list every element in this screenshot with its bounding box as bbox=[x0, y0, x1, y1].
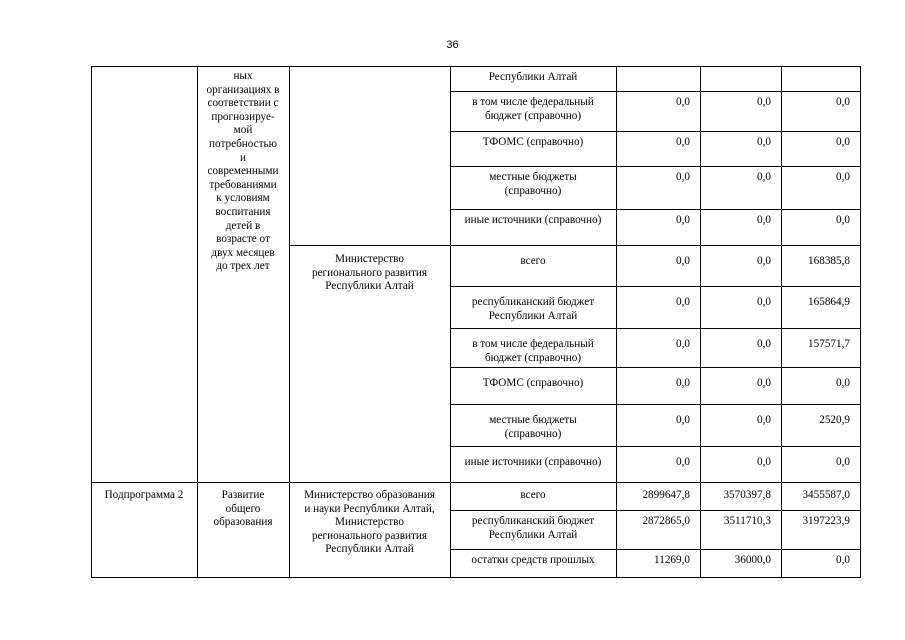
amount-year-1: 0,0 bbox=[676, 414, 690, 426]
amount-year-3: 0,0 bbox=[836, 554, 850, 566]
column-divider bbox=[289, 66, 290, 578]
amount-year-3: 0,0 bbox=[836, 171, 850, 183]
funding-source: всего bbox=[520, 489, 546, 501]
amount-year-2: 0,0 bbox=[757, 296, 771, 308]
amount-year-1: 2899647,8 bbox=[642, 489, 690, 501]
event-name-line: соответствии с bbox=[207, 97, 279, 110]
table-border-right bbox=[860, 66, 861, 578]
funding-source: иные источники (справочно) bbox=[464, 214, 602, 226]
funding-source: местные бюджеты bbox=[489, 171, 577, 183]
amount-year-1: 0,0 bbox=[676, 456, 690, 468]
amount-year-2: 0,0 bbox=[757, 338, 771, 350]
event-name-line: ных bbox=[233, 70, 253, 82]
row-divider bbox=[450, 166, 861, 167]
funding-source: республиканский бюджет bbox=[471, 296, 595, 308]
row-divider bbox=[450, 286, 861, 287]
funding-source: (справочно) bbox=[504, 184, 562, 197]
amount-year-2: 3511710,3 bbox=[723, 515, 771, 527]
amount-year-2: 0,0 bbox=[757, 377, 771, 389]
funding-source: бюджет (справочно) bbox=[484, 351, 582, 364]
event-name-line: двух месяцев bbox=[211, 246, 275, 259]
event-name-line: потребностью bbox=[209, 138, 277, 150]
subprogram-label: Подпрограмма 2 bbox=[104, 489, 184, 501]
event-name-line: возрасте от bbox=[216, 233, 270, 246]
amount-year-3: 0,0 bbox=[836, 456, 850, 468]
funding-source: остатки средств прошлых bbox=[471, 554, 595, 566]
amount-year-1: 0,0 bbox=[676, 171, 690, 183]
amount-year-2: 0,0 bbox=[757, 456, 771, 468]
event-name-line: прогнозируе- bbox=[211, 110, 275, 123]
amount-year-3: 3197223,9 bbox=[802, 515, 850, 527]
row-divider bbox=[450, 510, 861, 511]
event-name-line: воспитания bbox=[215, 206, 271, 218]
row-divider bbox=[450, 131, 861, 132]
amount-year-2: 0,0 bbox=[757, 414, 771, 426]
row-divider bbox=[450, 446, 861, 447]
column-divider bbox=[197, 66, 198, 578]
amount-year-3: 157571,7 bbox=[808, 338, 850, 350]
amount-year-1: 0,0 bbox=[676, 338, 690, 350]
amount-year-3: 0,0 bbox=[836, 214, 850, 226]
event-name-line: Развитие bbox=[221, 489, 265, 501]
funding-source: ТФОМС (справочно) bbox=[482, 136, 584, 148]
event-name-line: мой bbox=[233, 124, 253, 137]
amount-year-1: 0,0 bbox=[676, 377, 690, 389]
table-border-top bbox=[91, 66, 861, 67]
amount-year-1: 11269,0 bbox=[654, 554, 690, 566]
amount-year-1: 0,0 bbox=[676, 296, 690, 308]
executor-name: Республики Алтай bbox=[325, 543, 414, 556]
row-divider bbox=[450, 91, 861, 92]
table-border-left bbox=[91, 66, 92, 578]
row-divider bbox=[450, 404, 861, 405]
event-name-line: до трех лет bbox=[216, 260, 270, 273]
amount-year-2: 0,0 bbox=[757, 171, 771, 183]
event-name-line: современными bbox=[207, 165, 279, 178]
amount-year-2: 0,0 bbox=[757, 214, 771, 226]
funding-source: всего bbox=[520, 255, 546, 267]
amount-year-1: 0,0 bbox=[676, 214, 690, 226]
executor-name: регионального развития bbox=[311, 266, 428, 279]
amount-year-3: 3455587,0 bbox=[802, 489, 850, 501]
executor-name: Министерство bbox=[335, 253, 404, 265]
event-name-line: детей в bbox=[225, 219, 261, 232]
row-divider bbox=[289, 245, 861, 246]
amount-year-2: 0,0 bbox=[757, 255, 771, 267]
event-name-line: требованиями bbox=[209, 178, 277, 191]
amount-year-2: 0,0 bbox=[757, 96, 771, 108]
funding-source: Республики Алтай bbox=[488, 71, 578, 83]
amount-year-2: 3570397,8 bbox=[723, 489, 771, 501]
row-divider bbox=[450, 209, 861, 210]
funding-source: в том числе федеральный bbox=[472, 96, 594, 108]
amount-year-1: 0,0 bbox=[676, 255, 690, 267]
row-divider bbox=[450, 549, 861, 550]
executor-name: и науки Республики Алтай, bbox=[304, 502, 435, 515]
funding-source: Республики Алтай bbox=[488, 309, 578, 322]
executor-name: регионального развития bbox=[311, 529, 428, 542]
amount-year-3: 2520,9 bbox=[819, 414, 850, 426]
executor-name: Министерство образования bbox=[304, 489, 435, 501]
amount-year-3: 0,0 bbox=[836, 136, 850, 148]
row-divider bbox=[450, 328, 861, 329]
amount-year-2: 0,0 bbox=[757, 136, 771, 148]
funding-source: местные бюджеты bbox=[489, 414, 577, 426]
column-divider bbox=[450, 66, 451, 578]
amount-year-3: 165864,9 bbox=[808, 296, 850, 308]
funding-source: ТФОМС (справочно) bbox=[482, 377, 584, 389]
amount-year-1: 0,0 bbox=[676, 96, 690, 108]
row-divider bbox=[91, 482, 861, 483]
page-number: 36 bbox=[446, 39, 459, 51]
executor-name: Республики Алтай bbox=[325, 280, 414, 293]
event-name-line: общего bbox=[225, 502, 261, 515]
funding-source: в том числе федеральный bbox=[472, 338, 594, 350]
funding-source: республиканский бюджет bbox=[471, 515, 595, 527]
funding-source: иные источники (справочно) bbox=[464, 456, 602, 468]
funding-source: бюджет (справочно) bbox=[484, 109, 582, 122]
funding-source: Республики Алтай bbox=[488, 528, 578, 541]
amount-year-1: 2872865,0 bbox=[642, 515, 690, 527]
row-divider bbox=[450, 367, 861, 368]
funding-source: (справочно) bbox=[504, 427, 562, 440]
amount-year-2: 36000,0 bbox=[734, 554, 771, 566]
event-name-line: к условиям bbox=[216, 192, 270, 205]
event-name-line: образования bbox=[213, 516, 273, 529]
event-name-line: и bbox=[240, 151, 246, 164]
event-name-line: организациях в bbox=[206, 83, 280, 96]
table-border-bottom bbox=[91, 577, 861, 578]
amount-year-3: 0,0 bbox=[836, 96, 850, 108]
amount-year-3: 168385,8 bbox=[808, 255, 850, 267]
amount-year-1: 0,0 bbox=[676, 136, 690, 148]
amount-year-3: 0,0 bbox=[836, 377, 850, 389]
executor-name: Министерство bbox=[335, 516, 404, 529]
